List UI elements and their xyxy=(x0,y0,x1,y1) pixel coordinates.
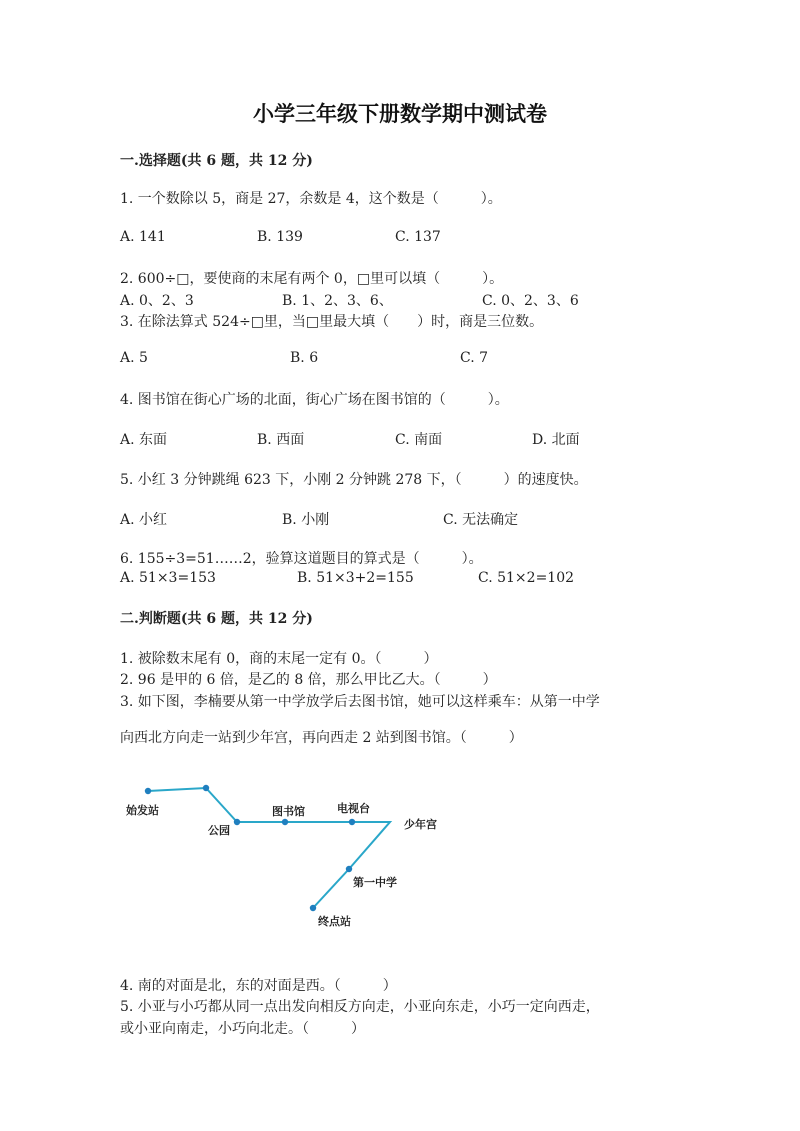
stop-school-dot xyxy=(346,866,352,872)
q1-option-c[interactable]: C. 137 xyxy=(395,229,441,245)
judgement-1: 1. 被除数末尾有 0，商的末尾一定有 0。（ ） xyxy=(120,651,438,667)
q3-option-c[interactable]: C. 7 xyxy=(460,350,489,366)
label-school: 第一中学 xyxy=(353,876,397,889)
judgement-3-line-1: 3. 如下图，李楠要从第一中学放学后去图书馆，她可以这样乘车：从第一中学 xyxy=(120,694,600,710)
q2-option-b[interactable]: B. 1、2、3、6、 xyxy=(282,293,393,309)
label-tv-tower: 电视台 xyxy=(337,802,370,815)
q6-option-a[interactable]: A. 51×3=153 xyxy=(120,570,216,586)
section-heading-choice: 一.选择题(共 6 题，共 12 分) xyxy=(120,153,313,169)
label-park: 公园 xyxy=(208,824,230,837)
judgement-2: 2. 96 是甲的 6 倍，是乙的 8 倍，那么甲比乙大。（ ） xyxy=(120,672,497,688)
label-library: 图书馆 xyxy=(272,805,305,818)
q4-option-c[interactable]: C. 南面 xyxy=(395,432,443,448)
q6-option-b[interactable]: B. 51×3+2=155 xyxy=(297,570,414,586)
q4-option-b[interactable]: B. 西面 xyxy=(257,432,305,448)
question-6: 6. 155÷3=51……2，验算这道题目的算式是（ ）。 xyxy=(120,551,483,567)
q5-option-b[interactable]: B. 小刚 xyxy=(282,512,330,528)
q5-option-a[interactable]: A. 小红 xyxy=(120,512,168,528)
label-start: 始发站 xyxy=(126,804,159,817)
question-5: 5. 小红 3 分钟跳绳 623 下，小刚 2 分钟跳 278 下，（ ）的速度快。 xyxy=(120,472,588,488)
question-4: 4. 图书馆在街心广场的北面，街心广场在图书馆的（ ）。 xyxy=(120,392,509,408)
stop-terminal-dot xyxy=(310,905,316,911)
stop-bend-dot xyxy=(203,785,209,791)
q3-option-b[interactable]: B. 6 xyxy=(290,350,319,366)
q2-option-a[interactable]: A. 0、2、3 xyxy=(120,293,194,309)
section-heading-judgement: 二.判断题(共 6 题，共 12 分) xyxy=(120,611,313,627)
stop-park-dot xyxy=(234,819,240,825)
q6-option-c[interactable]: C. 51×2=102 xyxy=(478,570,575,586)
q4-option-a[interactable]: A. 东面 xyxy=(120,432,168,448)
question-1: 1. 一个数除以 5，商是 27，余数是 4，这个数是（ ）。 xyxy=(120,191,502,207)
judgement-5-line-2: 或小亚向南走，小巧向北走。（ ） xyxy=(120,1021,365,1037)
judgement-3-line-2: 向西北方向走一站到少年宫，再向西走 2 站到图书馆。（ ） xyxy=(120,730,523,746)
bus-route-map xyxy=(120,770,460,930)
q1-option-b[interactable]: B. 139 xyxy=(257,229,303,245)
stop-library-dot xyxy=(282,819,288,825)
label-youth-palace: 少年宫 xyxy=(404,818,437,831)
q3-option-a[interactable]: A. 5 xyxy=(120,350,148,366)
question-2: 2. 600÷□，要使商的末尾有两个 0，□里可以填（ ）。 xyxy=(120,271,504,287)
q5-option-c[interactable]: C. 无法确定 xyxy=(443,512,519,528)
q4-option-d[interactable]: D. 北面 xyxy=(532,432,580,448)
stop-start-dot xyxy=(145,788,151,794)
judgement-5-line-1: 5. 小亚与小巧都从同一点出发向相反方向走，小亚向东走，小巧一定向西走， xyxy=(120,999,600,1015)
label-terminal: 终点站 xyxy=(318,915,351,928)
q2-option-c[interactable]: C. 0、2、3、6 xyxy=(482,293,579,309)
q1-option-a[interactable]: A. 141 xyxy=(120,229,166,245)
judgement-4: 4. 南的对面是北，东的对面是西。（ ） xyxy=(120,978,397,994)
question-3: 3. 在除法算式 524÷□里，当□里最大填（ ）时，商是三位数。 xyxy=(120,314,544,330)
stop-tv-tower-dot xyxy=(349,819,355,825)
page-title: 小学三年级下册数学期中测试卷 xyxy=(253,101,547,126)
